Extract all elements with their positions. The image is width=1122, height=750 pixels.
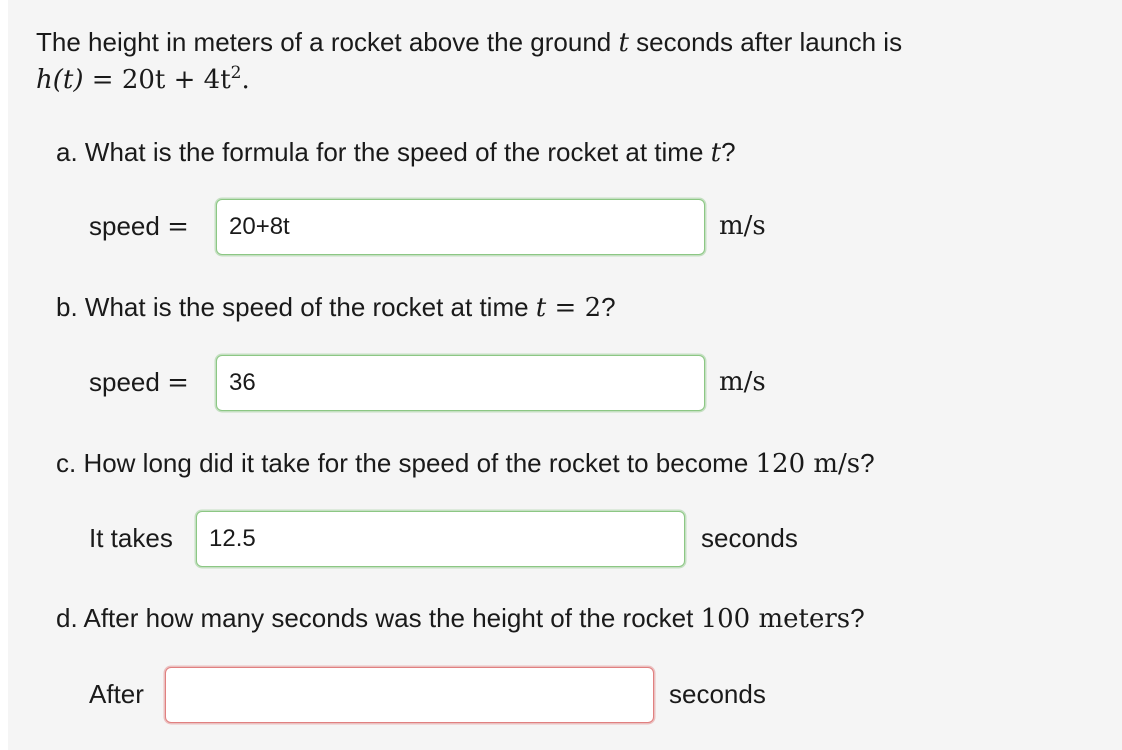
question-c: [56, 447, 875, 480]
formula-period: .: [241, 65, 250, 95]
question-c-end: ?: [860, 448, 875, 478]
answer-b-label: [89, 366, 189, 399]
answer-d-input[interactable]: [165, 667, 654, 723]
question-b-variable: t: [535, 293, 547, 323]
answer-c-unit: seconds: [701, 523, 798, 553]
question-d: [56, 602, 865, 635]
question-a-variable: t: [710, 138, 722, 168]
question-d-text: d. After how many seconds was the height of the rocket: [56, 603, 701, 633]
answer-a-unit: m/s: [719, 211, 766, 241]
question-b-end: ?: [601, 292, 616, 322]
height-formula: [36, 61, 902, 98]
answer-a-input[interactable]: [216, 199, 705, 255]
statement-line-1: [36, 24, 902, 61]
question-a-end: ?: [721, 137, 736, 167]
answer-c-label: It takes: [89, 523, 173, 553]
answer-b-unit: m/s: [719, 367, 766, 397]
answer-c-input[interactable]: [196, 511, 685, 567]
answer-a-equals: =: [167, 212, 189, 242]
formula-rhs: 20t + 4t: [121, 65, 231, 95]
statement-text-tail: seconds after launch is: [628, 27, 903, 57]
question-a: [56, 136, 736, 169]
question-d-end: ?: [850, 603, 865, 633]
question-b: [56, 291, 616, 324]
answer-d-unit: seconds: [669, 679, 766, 709]
question-b-math: = 2: [546, 293, 602, 323]
statement-text: The height in meters of a rocket above the ground: [36, 27, 619, 57]
question-c-math: 120 m/s: [755, 449, 861, 479]
answer-b-equals: =: [167, 368, 189, 398]
formula-equals: =: [83, 65, 122, 95]
answer-d-label: After: [89, 679, 144, 709]
question-d-math: 100 meters: [700, 604, 851, 634]
answer-b-input[interactable]: [216, 355, 705, 411]
question-a-text: a. What is the formula for the speed of the rocket at time: [56, 137, 711, 167]
problem-panel: [8, 0, 1122, 750]
formula-lhs: h(t): [36, 65, 84, 95]
answer-a-label: [89, 210, 189, 243]
answer-a-label-text: speed: [89, 211, 160, 241]
question-b-text: b. What is the speed of the rocket at time: [56, 292, 536, 322]
problem-statement: [36, 24, 902, 98]
statement-variable: t: [618, 28, 629, 58]
answer-b-label-text: speed: [89, 367, 160, 397]
formula-exponent: 2: [230, 63, 242, 83]
question-c-text: c. How long did it take for the speed of the rocket to become: [56, 448, 756, 478]
